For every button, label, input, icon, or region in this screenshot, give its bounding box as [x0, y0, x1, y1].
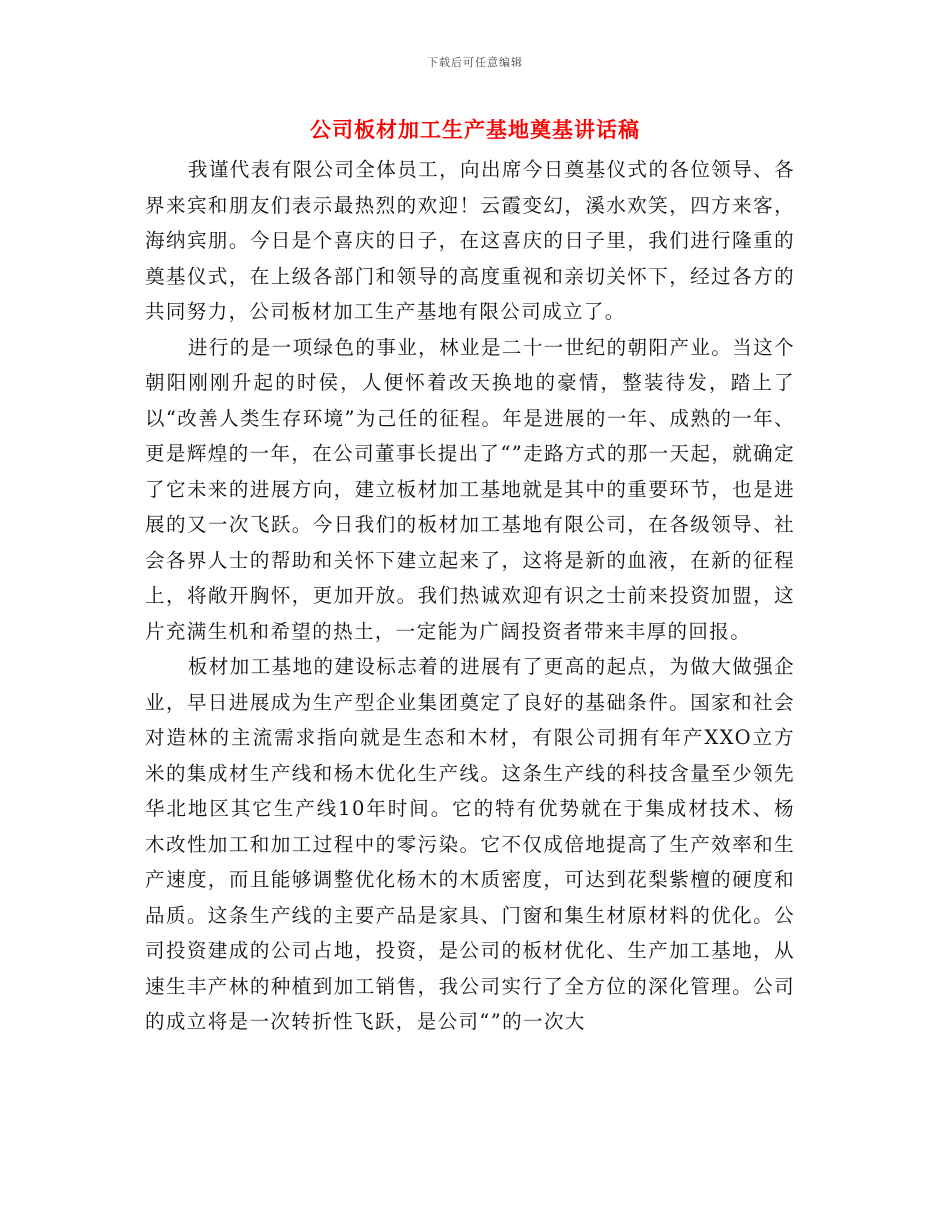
document-title: 公司板材加工生产基地奠基讲话稿	[310, 117, 640, 142]
paragraph-2: 进行的是一项绿色的事业，林业是二十一世纪的朝阳产业。当这个朝阳刚刚升起的时侯，人便怀着改天换地的豪情，整装待发，踏上了以“改善人类生存环境”为己任的征程。年是进展的一年、成熟的一年、更是辉煌的一年，在公司董事长提出了“”走路方式的那一天起，就确定了它未来的进展方向，建立板材加工基地就是其中的重要环节，也是进展的又一次飞跃。今日我们的板材加工基地有限公司，在各级领导、社会各界人士的帮助和关怀下建立起来了，这将是新的血液，在新的征程上，将敞开胸怀，更加开放。我们热诚欢迎有识之士前来投资加盟，这片充满生机和希望的热土，一定能为广阔投资者带来丰厚的回报。	[145, 335, 795, 643]
paragraph-3: 板材加工基地的建设标志着的进展有了更高的起点，为做大做强企业，早日进展成为生产型企业集团奠定了良好的基础条件。国家和社会对造林的主流需求指向就是生态和木材，有限公司拥有年产XXO立方米的集成材生产线和杨木优化生产线。这条生产线的科技含量至少领先华北地区其它生产线10年时间。它的特有优势就在于集成材技术、杨木改性加工和加工过程中的零污染。它不仅成倍地提高了生产效率和生产速度，而且能够调整优化杨木的木质密度，可达到花梨紫檀的硬度和品质。这条生产线的主要产品是家具、门窗和集生材原材料的优化。公司投资建成的公司占地，投资，是公司的板材优化、生产加工基地，从速生丰产林的种植到加工销售，我公司实行了全方位的深化管理。公司的成立将是一次转折性飞跃，是公司“”的一次大	[145, 655, 795, 1033]
header-note: 下载后可任意编辑	[427, 56, 523, 69]
paragraph-1: 我谨代表有限公司全体员工，向出席今日奠基仪式的各位领导、各界来宾和朋友们表示最热烈的欢迎！云霞变幻，溪水欢笑，四方来客，海纳宾朋。今日是个喜庆的日子，在这喜庆的日子里，我们进行隆重的奠基仪式，在上级各部门和领导的高度重视和亲切关怀下，经过各方的共同努力，公司板材加工生产基地有限公司成立了。	[145, 158, 795, 323]
document-body	[145, 152, 795, 1040]
